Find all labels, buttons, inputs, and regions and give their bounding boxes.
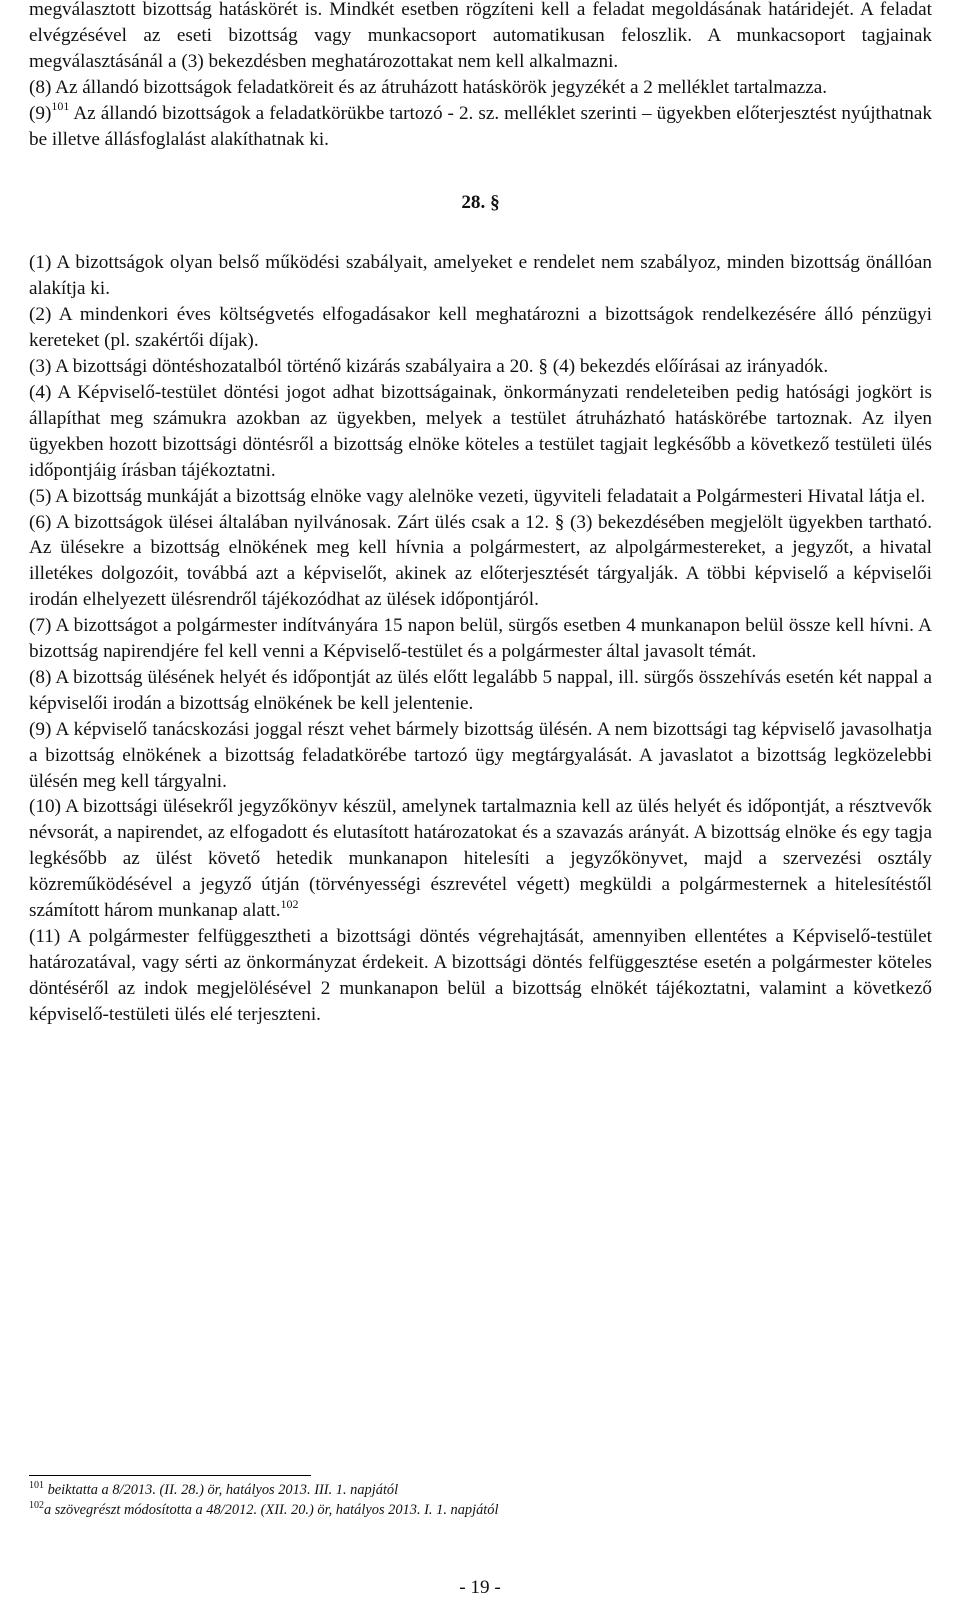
section-paragraph-10-text: (10) A bizottsági ülésekről jegyzőkönyv készül, amelynek tartalmaznia kell az ülés helyét és időpontját, a résztvevők névsorát, a napirendet, az elfogadott és elutasított határozatokat és a szavazás arányát. A bizottság elnöke és egy tagja legkésőbb az ülést követő hetedik munkanapon hitelesíti a jegyzőkönyvet, majd a szervezési osztály közreműködésével a jegyző útján (törvényességi észrevétel végett) megküldi a polgármesternek a hitelesítéstől számított három munkanap alatt.	[29, 796, 932, 922]
footnote-ref-101[interactable]: 101	[51, 99, 70, 114]
section-paragraph-9: (9) A képviselő tanácskozási joggal részt vehet bármely bizottság ülésén. A nem bizottsági tag képviselő javasolhatja a bizottság elnökének a bizottság feladatkörébe tartozó ügy megtárgyalását. A javaslatot a bizottság legközelebbi ülésén meg kell tárgyalni.	[29, 718, 932, 792]
footnote-divider	[29, 1475, 311, 1476]
section-paragraph-10	[29, 794, 932, 924]
paragraph-9	[29, 101, 932, 153]
main-text	[29, 0, 932, 1028]
section-paragraph-3: (3) A bizottsági döntéshozatalból történő kizárás szabályaira a 20. § (4) bekezdés előírásai az irányadók.	[29, 356, 829, 378]
footnote-102	[29, 1500, 929, 1520]
footnote-text: beiktatta a 8/2013. (II. 28.) ör, hatályos 2013. III. 1. napjától	[44, 1482, 399, 1498]
page-number: - 19 -	[459, 1577, 501, 1598]
footnote-ref-102[interactable]: 102	[280, 896, 299, 911]
section-paragraph-5: (5) A bizottság munkáját a bizottság elnöke vagy alelnöke vezeti, ügyviteli feladatait a Polgármesteri Hivatal látja el.	[29, 485, 926, 507]
footnote-text: a szövegrészt módosította a 48/2012. (XII. 20.) ör, hatályos 2013. I. 1. napjától	[44, 1502, 499, 1518]
section-paragraph-1: (1) A bizottságok olyan belső működési szabályait, amelyeket e rendelet nem szabályoz, minden bizottság önállóan alakítja ki.	[29, 252, 932, 300]
section-paragraph-2: (2) A mindenkori éves költségvetés elfogadásakor kell meghatározni a bizottságok rendelkezésére álló pénzügyi kereteket (pl. szakértői díjak).	[29, 304, 932, 352]
section-heading: 28. §	[461, 192, 500, 214]
paragraph-9-lead: (9)	[29, 102, 52, 124]
section-paragraph-11: (11) A polgármester felfüggesztheti a bizottsági döntés végrehajtását, amennyiben ellentétes a Képviselő-testület határozatával, vagy sérti az önkormányzat érdekeit. A bizottsági döntés felfüggesztése esetén a polgármester köteles döntéséről az indok megjelölésével 2 munkanapon belül a bizottság elnökét tájékoztatni, valamint a következő képviselő-testületi ülés elé terjeszteni.	[29, 926, 932, 1025]
paragraph-continuation: megválasztott bizottság hatáskörét is. Mindkét esetben rögzíteni kell a feladat megoldásának határidejét. A feladat elvégzésével az eseti bizottság vagy munkacsoport automatikusan feloszlik. A munkacsoport tagjainak megválasztásánál a (3) bekezdésben meghatározottakat nem kell alkalmazni.	[29, 0, 932, 72]
footnote-number: 102	[29, 1500, 44, 1512]
section-paragraph-7: (7) A bizottságot a polgármester indítványára 15 napon belül, sürgős esetben 4 munkanapon belül össze kell hívni. A bizottság napirendjére fel kell venni a Képviselő-testület és a polgármester által javasolt témát.	[29, 615, 932, 663]
paragraph-8: (8) Az állandó bizottságok feladatköreit és az átruházott hatáskörök jegyzékét a 2 melléklet tartalmazza.	[29, 76, 828, 98]
section-paragraph-4: (4) A Képviselő-testület döntési jogot adhat bizottságainak, önkormányzati rendeleteiben pedig hatósági jogkört is állapíthat meg számukra azokban az ügyekben, melyek a testület átruházható hatáskörébe tartoznak. Az ilyen ügyekben hozott bizottsági döntésről a bizottság elnöke köteles a testület tagjait legkésőbb a következő testületi ülés időpontjáig írásban tájékoztatni.	[29, 381, 932, 481]
footnotes	[29, 1480, 929, 1520]
footnote-101	[29, 1480, 929, 1500]
section-paragraph-6: (6) A bizottságok ülései általában nyilvánosak. Zárt ülés csak a 12. § (3) bekezdésében megjelölt ügyekben tartható. Az ülésekre a bizottság elnökének meg kell hívnia a polgármestert, az alpolgármestereket, a jegyzőt, a hivatal illetékes dolgozóit, továbbá azt a képviselőt, akinek az előterjesztését tárgyalják. A többi képviselő a képviselői irodán elhelyezett ülésrendről tájékozódhat az ülések időpontjáról.	[29, 511, 932, 611]
footnote-number: 101	[29, 1480, 44, 1492]
section-paragraph-8: (8) A bizottság ülésének helyét és időpontját az ülés előtt legalább 5 nappal, ill. sürgős összehívás esetén két nappal a képviselői irodán a bizottság elnökének be kell jelentenie.	[29, 666, 932, 714]
paragraph-9-text: Az állandó bizottságok a feladatkörükbe tartozó - 2. sz. melléklet szerinti – ügyekben előterjesztést nyújthatnak be illetve állásfoglalást alakíthatnak ki.	[29, 102, 932, 150]
